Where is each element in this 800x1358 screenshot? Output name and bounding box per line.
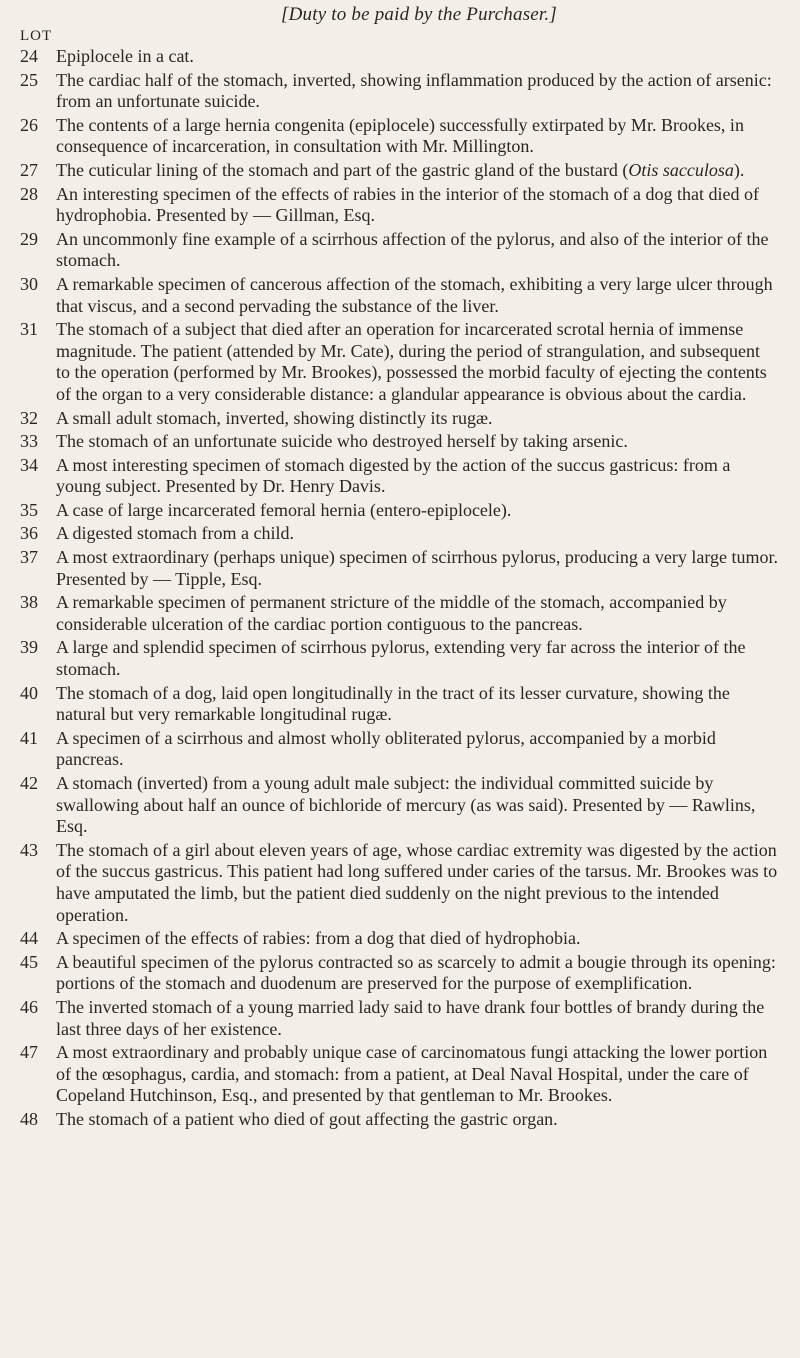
lot-number: 24	[20, 46, 38, 66]
lot-number: 27	[20, 159, 38, 180]
lot-description: A most extraordinary and probably unique case of carcinomatous fungi attacking the lower portion of the œsophagus, cardia, and stomach: from a patient, at Deal Naval Hospital, under the care of Copeland Hutchinson, Esq., and presented by that gentleman to Mr. Brookes.	[56, 1042, 768, 1106]
lot-entry	[20, 997, 778, 1040]
lot-description: A most interesting specimen of stomach digested by the action of the succus gastricus: from a young subject. Presented by Dr. Henry Davis.	[56, 454, 731, 497]
lot-entry	[20, 683, 778, 726]
lot-entry	[20, 500, 778, 522]
lot-description: The cuticular lining of the stomach and part of the gastric gland of the bustard (Otis sacculosa).	[56, 159, 745, 180]
lot-entry	[20, 928, 778, 950]
lot-number: 36	[20, 523, 38, 544]
lot-entry	[20, 547, 778, 590]
lot-number: 44	[20, 928, 38, 949]
lot-number: 25	[20, 69, 38, 90]
lot-description: A most extraordinary (perhaps unique) specimen of scirrhous pylorus, producing a very large tumor. Presented by — Tipple, Esq.	[56, 547, 778, 589]
lot-description: A case of large incarcerated femoral hernia (entero-epiplocele).	[56, 499, 512, 520]
lot-entry	[20, 229, 778, 272]
lot-description: An uncommonly fine example of a scirrhous affection of the pylorus, and also of the interior of the stomach.	[56, 228, 769, 271]
lot-entry	[20, 184, 778, 227]
lot-entry	[20, 408, 778, 430]
lot-entry	[20, 1109, 778, 1131]
lot-description: A stomach (inverted) from a young adult male subject: the individual committed suicide by swallowing about half an ounce of bichloride of mercury (as was said). Presented by — Rawlins, Esq.	[56, 773, 756, 837]
lot-entry	[20, 728, 778, 771]
lot-number: 29	[20, 228, 38, 249]
lot-description: The stomach of a dog, laid open longitudinally in the tract of its lesser curvature, showing the natural but very remarkable longitudinal rugæ.	[56, 682, 730, 725]
lot-entry	[20, 1042, 778, 1107]
lot-entry	[20, 952, 778, 995]
lot-number: 32	[20, 407, 38, 428]
lot-description: The inverted stomach of a young married lady said to have drank four bottles of brandy during the last three days of her existence.	[56, 996, 765, 1039]
lot-number: 42	[20, 773, 38, 793]
lot-number: 26	[20, 114, 38, 135]
lot-description: The stomach of a girl about eleven years of age, whose cardiac extremity was digested by the action of the succus gastricus. This patient had long suffered under caries of the tarsus. Mr. Brookes was to have amputated the limb, but the patient died suddenly on the night previous to the intended operation.	[56, 839, 778, 925]
lot-entry	[20, 46, 778, 68]
lot-column-label: LOT	[20, 28, 53, 44]
lot-number: 35	[20, 499, 38, 520]
lot-entry	[20, 319, 778, 405]
lot-description: A beautiful specimen of the pylorus contracted so as scarcely to admit a bougie through its opening: portions of the stomach and duodenum are preserved for the purpose of exemplification.	[56, 951, 776, 994]
lot-number: 40	[20, 682, 38, 703]
lot-description: A specimen of a scirrhous and almost wholly obliterated pylorus, accompanied by a morbid pancreas.	[56, 727, 716, 770]
lot-number: 39	[20, 637, 38, 658]
lot-description: A remarkable specimen of permanent stricture of the middle of the stomach, accompanied by considerable ulceration of the cardiac portion contiguous to the pancreas.	[56, 592, 727, 634]
lot-number: 34	[20, 454, 38, 475]
lot-number: 43	[20, 839, 38, 860]
lot-number: 47	[20, 1042, 38, 1063]
lot-description: Epiplocele in a cat.	[56, 46, 194, 66]
lot-description: A specimen of the effects of rabies: from a dog that died of hydrophobia.	[56, 928, 581, 949]
lot-description: The stomach of an unfortunate suicide who destroyed herself by taking arsenic.	[56, 431, 628, 452]
lot-number: 38	[20, 592, 38, 613]
lot-number: 33	[20, 431, 38, 452]
lot-number: 28	[20, 183, 38, 204]
lot-number: 45	[20, 951, 38, 972]
lot-description: A large and splendid specimen of scirrhous pylorus, extending very far across the interior of the stomach.	[56, 637, 746, 680]
lot-entry	[20, 523, 778, 545]
page-header: [Duty to be paid by the Purchaser.]	[281, 4, 557, 25]
lot-number: 41	[20, 727, 38, 748]
lot-entry	[20, 592, 778, 635]
lot-description: A small adult stomach, inverted, showing distinctly its rugæ.	[56, 407, 493, 428]
lot-entry	[20, 455, 778, 498]
lot-description: The stomach of a patient who died of gout affecting the gastric organ.	[56, 1108, 558, 1129]
lot-description: A digested stomach from a child.	[56, 523, 294, 544]
lot-number: 46	[20, 996, 38, 1017]
lot-number: 37	[20, 547, 38, 568]
lot-entry	[20, 431, 778, 453]
lot-description: An interesting specimen of the effects of rabies in the interior of the stomach of a dog that died of hydrophobia. Presented by — Gillman, Esq.	[56, 183, 759, 226]
lot-entry	[20, 115, 778, 158]
lot-number: 30	[20, 273, 38, 294]
lot-entry	[20, 160, 778, 182]
lot-description: The stomach of a subject that died after an operation for incarcerated scrotal hernia of immense magnitude. The patient (attended by Mr. Cate), during the period of strangulation, and subsequent to the operation (performed by Mr. Brookes), possessed the morbid faculty of ejecting the contents of the organ to a very considerable distance: a glandular appearance is obvious about the cardia.	[56, 319, 767, 404]
lot-list	[20, 46, 778, 1131]
lot-entry	[20, 840, 778, 926]
lot-description: The contents of a large hernia congenita (epiplocele) successfully extirpated by Mr. Brookes, in consequence of incarceration, in consultation with Mr. Millington.	[56, 114, 744, 157]
lot-description: The cardiac half of the stomach, inverted, showing inflammation produced by the action of arsenic: from an unfortunate suicide.	[56, 69, 772, 112]
lot-entry	[20, 274, 778, 317]
lot-entry	[20, 70, 778, 113]
lot-number: 48	[20, 1108, 38, 1129]
lot-entry	[20, 773, 778, 838]
lot-description: A remarkable specimen of cancerous affection of the stomach, exhibiting a very large ulcer through that viscus, and a second pervading the substance of the liver.	[56, 273, 773, 316]
lot-entry	[20, 637, 778, 680]
lot-number: 31	[20, 319, 38, 340]
